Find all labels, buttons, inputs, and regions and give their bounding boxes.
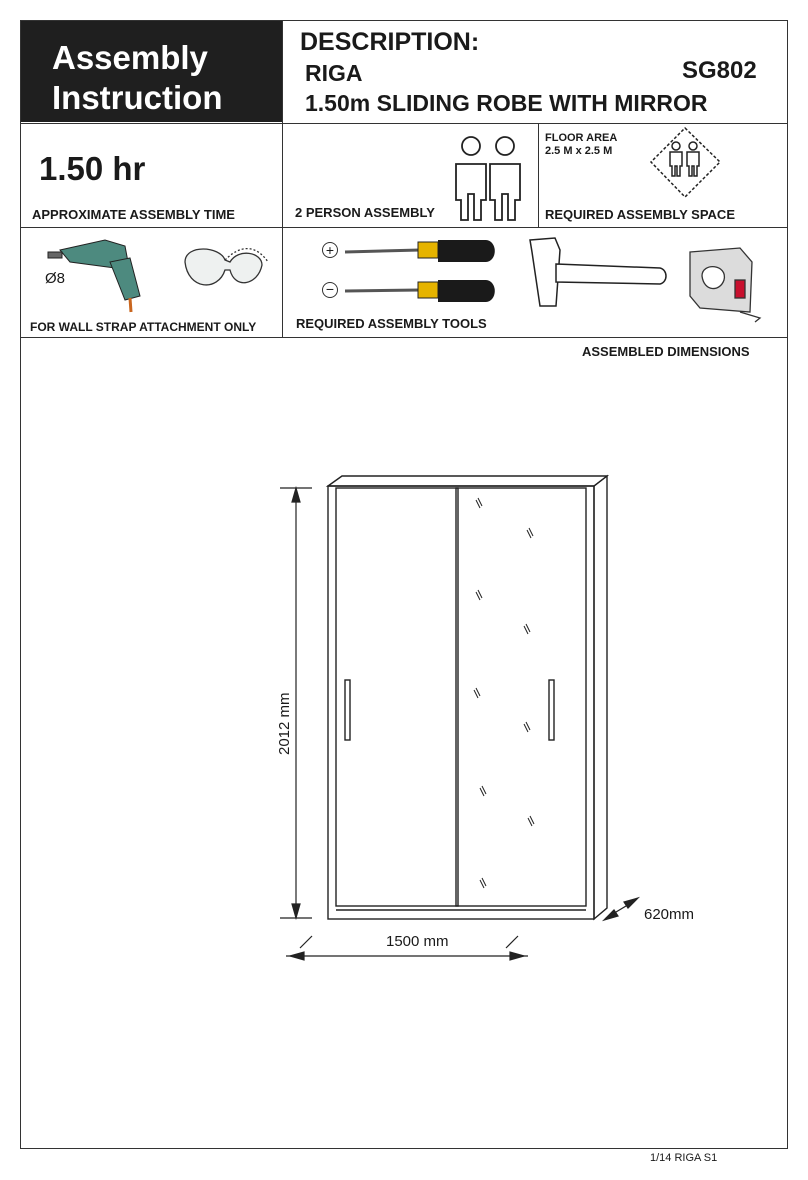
assembled-dimensions-label: ASSEMBLED DIMENSIONS [582, 344, 750, 359]
drill-icon [48, 240, 140, 312]
assembly-space-label: REQUIRED ASSEMBLY SPACE [545, 207, 735, 222]
depth-dimension: 620mm [644, 906, 695, 923]
assembly-time-value: 1.50 hr [39, 150, 146, 187]
floor-area-label: FLOOR AREA [545, 132, 618, 144]
height-dimension: 2012 mm [276, 692, 293, 755]
drill-size: Ø8 [45, 270, 66, 287]
hammer-icon [530, 238, 666, 306]
dimension-lines [280, 488, 638, 960]
flat-screwdriver-icon [345, 280, 495, 302]
width-dimension: 1500 mm [386, 933, 449, 950]
two-person-icon [456, 137, 520, 220]
phillips-symbol: + [322, 242, 338, 258]
tools-label: REQUIRED ASSEMBLY TOOLS [296, 316, 487, 331]
wall-strap-note: FOR WALL STRAP ATTACHMENT ONLY [30, 320, 257, 334]
phillips-screwdriver-icon [345, 240, 495, 262]
floor-space-icon [651, 128, 720, 197]
description-label: DESCRIPTION: [300, 28, 480, 56]
product-title: 1.50m SLIDING ROBE WITH MIRROR [305, 90, 708, 116]
product-code: SG802 [682, 57, 757, 84]
badge-line1: Assembly [52, 39, 208, 76]
page-reference: 1/14 RIGA S1 [650, 1152, 718, 1164]
wardrobe-drawing [328, 476, 607, 919]
assembly-time-label: APPROXIMATE ASSEMBLY TIME [32, 207, 235, 222]
flat-symbol: − [322, 282, 338, 298]
persons-label: 2 PERSON ASSEMBLY [295, 205, 435, 220]
floor-area-value: 2.5 M x 2.5 M [545, 145, 613, 157]
badge-line2: Instruction [52, 79, 223, 116]
model-name: RIGA [305, 60, 363, 86]
safety-glasses-icon [185, 249, 268, 285]
tape-measure-icon [690, 248, 760, 322]
